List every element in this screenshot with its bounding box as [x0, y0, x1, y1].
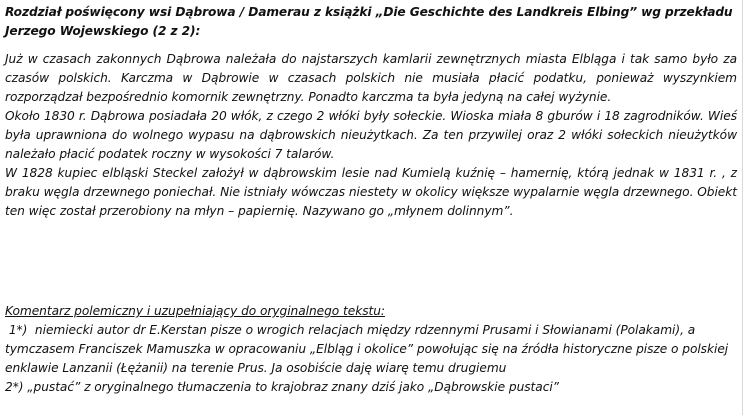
page-edge-divider [742, 0, 743, 415]
paragraph-1828: W 1828 kupiec elbląski Steckel założył w dąbrowskim lesie nad Kumielą kuźnię – hamernię, którą jednak w 1831 r. , z braku węgla drzewnego poniechał. Nie istniały wówczas niestety w okolicy większe wypalarnie węgla drzewnego. Obiekt ten więc został przerobiony na młyn – papiernię. Nazywano go „młynem dolinnym”. [5, 166, 737, 218]
commentary-section [5, 302, 737, 397]
commentary-note-1: 1*) niemiecki autor dr E.Kerstan pisze o wrogich relacjach między rdzennymi Prusami i Słowianami (Polakami), a tymczasem Franciszek Mamuszka w opracowaniu „Elbląg i okolice” powołując się na źródła historyczne pisze o polskiej enklawie Lanzanii (Łężanii) na terenie Prus. Ja osobiście daję wiarę temu drugiemu [5, 323, 732, 375]
document-heading: Rozdział poświęcony wsi Dąbrowa / Damerau z książki „Die Geschichte des Landkreis Elbing” wg przekładu Jerzego Wojewskiego (2 z 2): [5, 5, 733, 38]
paragraph-history: Już w czasach zakonnych Dąbrowa należała do najstarszych kamlarii zewnętrznych miasta Elbląga i tak samo było za czasów polskich. Karczma w Dąbrowie w czasach polskich nie musiała płacić podatku, ponieważ wyszynkiem rozporządzał bezpośrednio komornik zewnętrzny. Ponadto karczma ta była jedyną na całej wyżynie. [5, 52, 737, 104]
paragraph-1830: Około 1830 r. Dąbrowa posiadała 20 włók, z czego 2 włóki były sołeckie. Wioska miała 8 gburów i 18 zagrodników. Wieś była uprawniona do wolnego wypasu na dąbrowskich nieużytkach. Za ten przywilej oraz 2 włóki sołeckich nieużytków należało płacić podatek roczny w wysokości 7 talarów. [5, 109, 737, 161]
commentary-title: Komentarz polemiczny i uzupełniający do oryginalnego tekstu: [5, 304, 385, 318]
document-body [5, 50, 737, 221]
commentary-note-2: 2*) „pustać” z oryginalnego tłumaczenia to krajobraz znany dziś jako „Dąbrowskie pustaci” [5, 380, 559, 394]
